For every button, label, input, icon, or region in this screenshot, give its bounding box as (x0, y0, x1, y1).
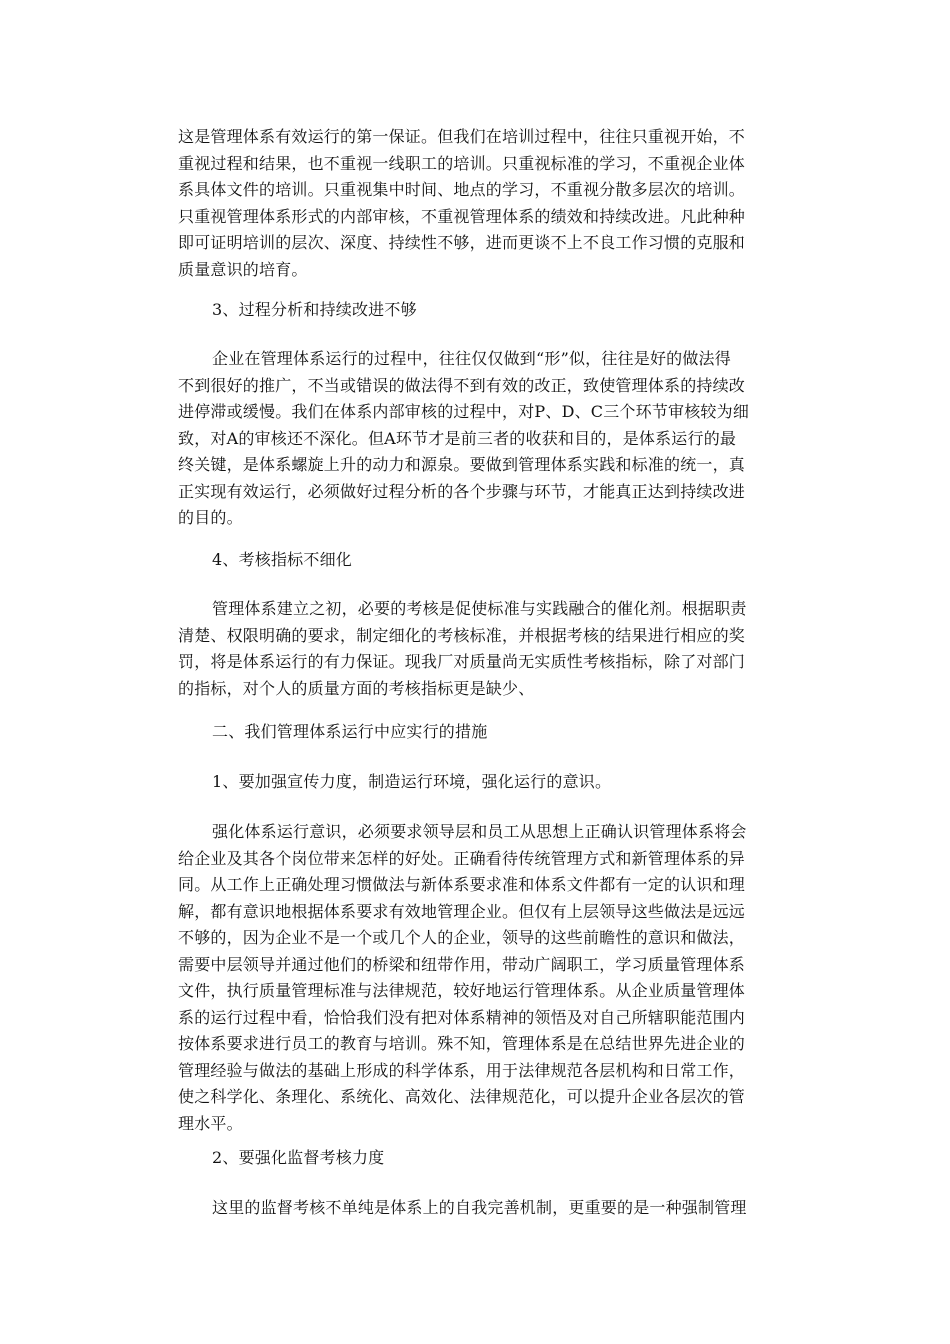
text-line: 使之科学化、条理化、系统化、高效化、法律规范化，可以提升企业各层次的管 (178, 1087, 746, 1106)
text-line: 正实现有效运行，必须做好过程分析的各个步骤与环节，才能真正达到持续改进 (178, 481, 746, 501)
text-line: 强化体系运行意识，必须要求领导层和员工从思想上正确认识管理体系将会 (212, 822, 747, 841)
section-heading-supervision (178, 1145, 812, 1172)
text-line: 的目的。 (178, 508, 243, 527)
text-line: 系的运行过程中看，恰恰我们没有把对体系精神的领悟及对自己所辖职能范围内 (178, 1007, 746, 1027)
text-line: 重视过程和结果，也不重视一线职工的培训。只重视标准的学习，不重视企业体 (178, 153, 746, 173)
text-line: 企业在管理体系运行的过程中，往往仅仅做到“形”似，往往是好的做法得 (212, 349, 731, 368)
paragraph-training-issues (178, 124, 778, 283)
text-line: 清楚、权限明确的要求，制定细化的考核标准，并根据考核的结果进行相应的奖 (178, 625, 746, 645)
heading-text: 二、我们管理体系运行中应实行的措施 (212, 722, 488, 741)
text-line: 理水平。 (178, 1113, 243, 1133)
text-line: 解，都有意识地根据体系要求有效地管理企业。但仅有上层领导这些做法是远远 (178, 901, 746, 921)
text-line: 管理经验与做法的基础上形成的科学体系，用于法律规范各层机构和日常工作， (178, 1060, 746, 1080)
text-line: 进停滞或缓慢。我们在体系内部审核的过程中，对P、D、C三个环节审核较为细 (178, 402, 750, 421)
text-line: 同。从工作上正确处理习惯做法与新体系要求准和体系文件都有一定的认识和理 (178, 875, 746, 894)
heading-text: 3、过程分析和持续改进不够 (212, 300, 417, 319)
text-line: 需要中层领导并通过他们的桥梁和纽带作用，带动广阔职工，学习质量管理体系 (178, 954, 746, 974)
text-line: 给企业及其各个岗位带来怎样的好处。正确看待传统管理方式和新管理体系的异 (178, 848, 746, 868)
text-line: 这里的监督考核不单纯是体系上的自我完善机制，更重要的是一种强制管理 (212, 1198, 747, 1217)
paragraph-awareness (178, 819, 778, 1137)
section-heading-process-analysis (178, 297, 812, 324)
text-line: 即可证明培训的层次、深度、持续性不够，进而更谈不上不良工作习惯的克服和 (178, 233, 746, 252)
text-line: 质量意识的培育。 (178, 259, 308, 279)
paragraph-process-analysis (178, 346, 778, 532)
paragraph-assessment (178, 596, 778, 702)
text-line: 不够的，因为企业不是一个或几个人的企业，领导的这些前瞻性的意识和做法， (178, 928, 746, 947)
text-line: 这是管理体系有效运行的第一保证。但我们在培训过程中，往往只重视开始，不 (178, 127, 746, 146)
heading-text: 1、要加强宣传力度，制造运行环境，强化运行的意识。 (212, 772, 612, 791)
text-line: 不到很好的推广，不当或错误的做法得不到有效的改正，致使管理体系的持续改 (178, 375, 746, 395)
text-line: 致，对A的审核还不深化。但A环节才是前三者的收获和目的，是体系运行的最 (178, 428, 737, 448)
text-line: 系具体文件的培训。只重视集中时间、地点的学习，不重视分散多层次的培训。 (178, 180, 746, 199)
text-line: 的指标，对个人的质量方面的考核指标更是缺少、 (178, 678, 535, 698)
text-line: 按体系要求进行员工的教育与培训。殊不知，管理体系是在总结世界先进企业的 (178, 1034, 746, 1053)
text-line: 文件，执行质量管理标准与法律规范，较好地运行管理体系。从企业质量管理体 (178, 981, 746, 1000)
section-heading-measures (178, 719, 812, 746)
paragraph-supervision (178, 1195, 778, 1222)
section-heading-assessment (178, 547, 812, 574)
section-heading-publicity (178, 769, 812, 796)
text-line: 管理体系建立之初，必要的考核是促使标准与实践融合的催化剂。根据职责 (212, 599, 747, 618)
heading-text: 4、考核指标不细化 (212, 550, 352, 569)
text-line: 罚，将是体系运行的有力保证。现我厂对质量尚无实质性考核指标，除了对部门 (178, 652, 746, 671)
heading-text: 2、要强化监督考核力度 (212, 1148, 385, 1167)
text-line: 终关键，是体系螺旋上升的动力和源泉。要做到管理体系实践和标准的统一，真 (178, 455, 746, 474)
text-line: 只重视管理体系形式的内部审核，不重视管理体系的绩效和持续改进。凡此种种 (178, 206, 746, 226)
